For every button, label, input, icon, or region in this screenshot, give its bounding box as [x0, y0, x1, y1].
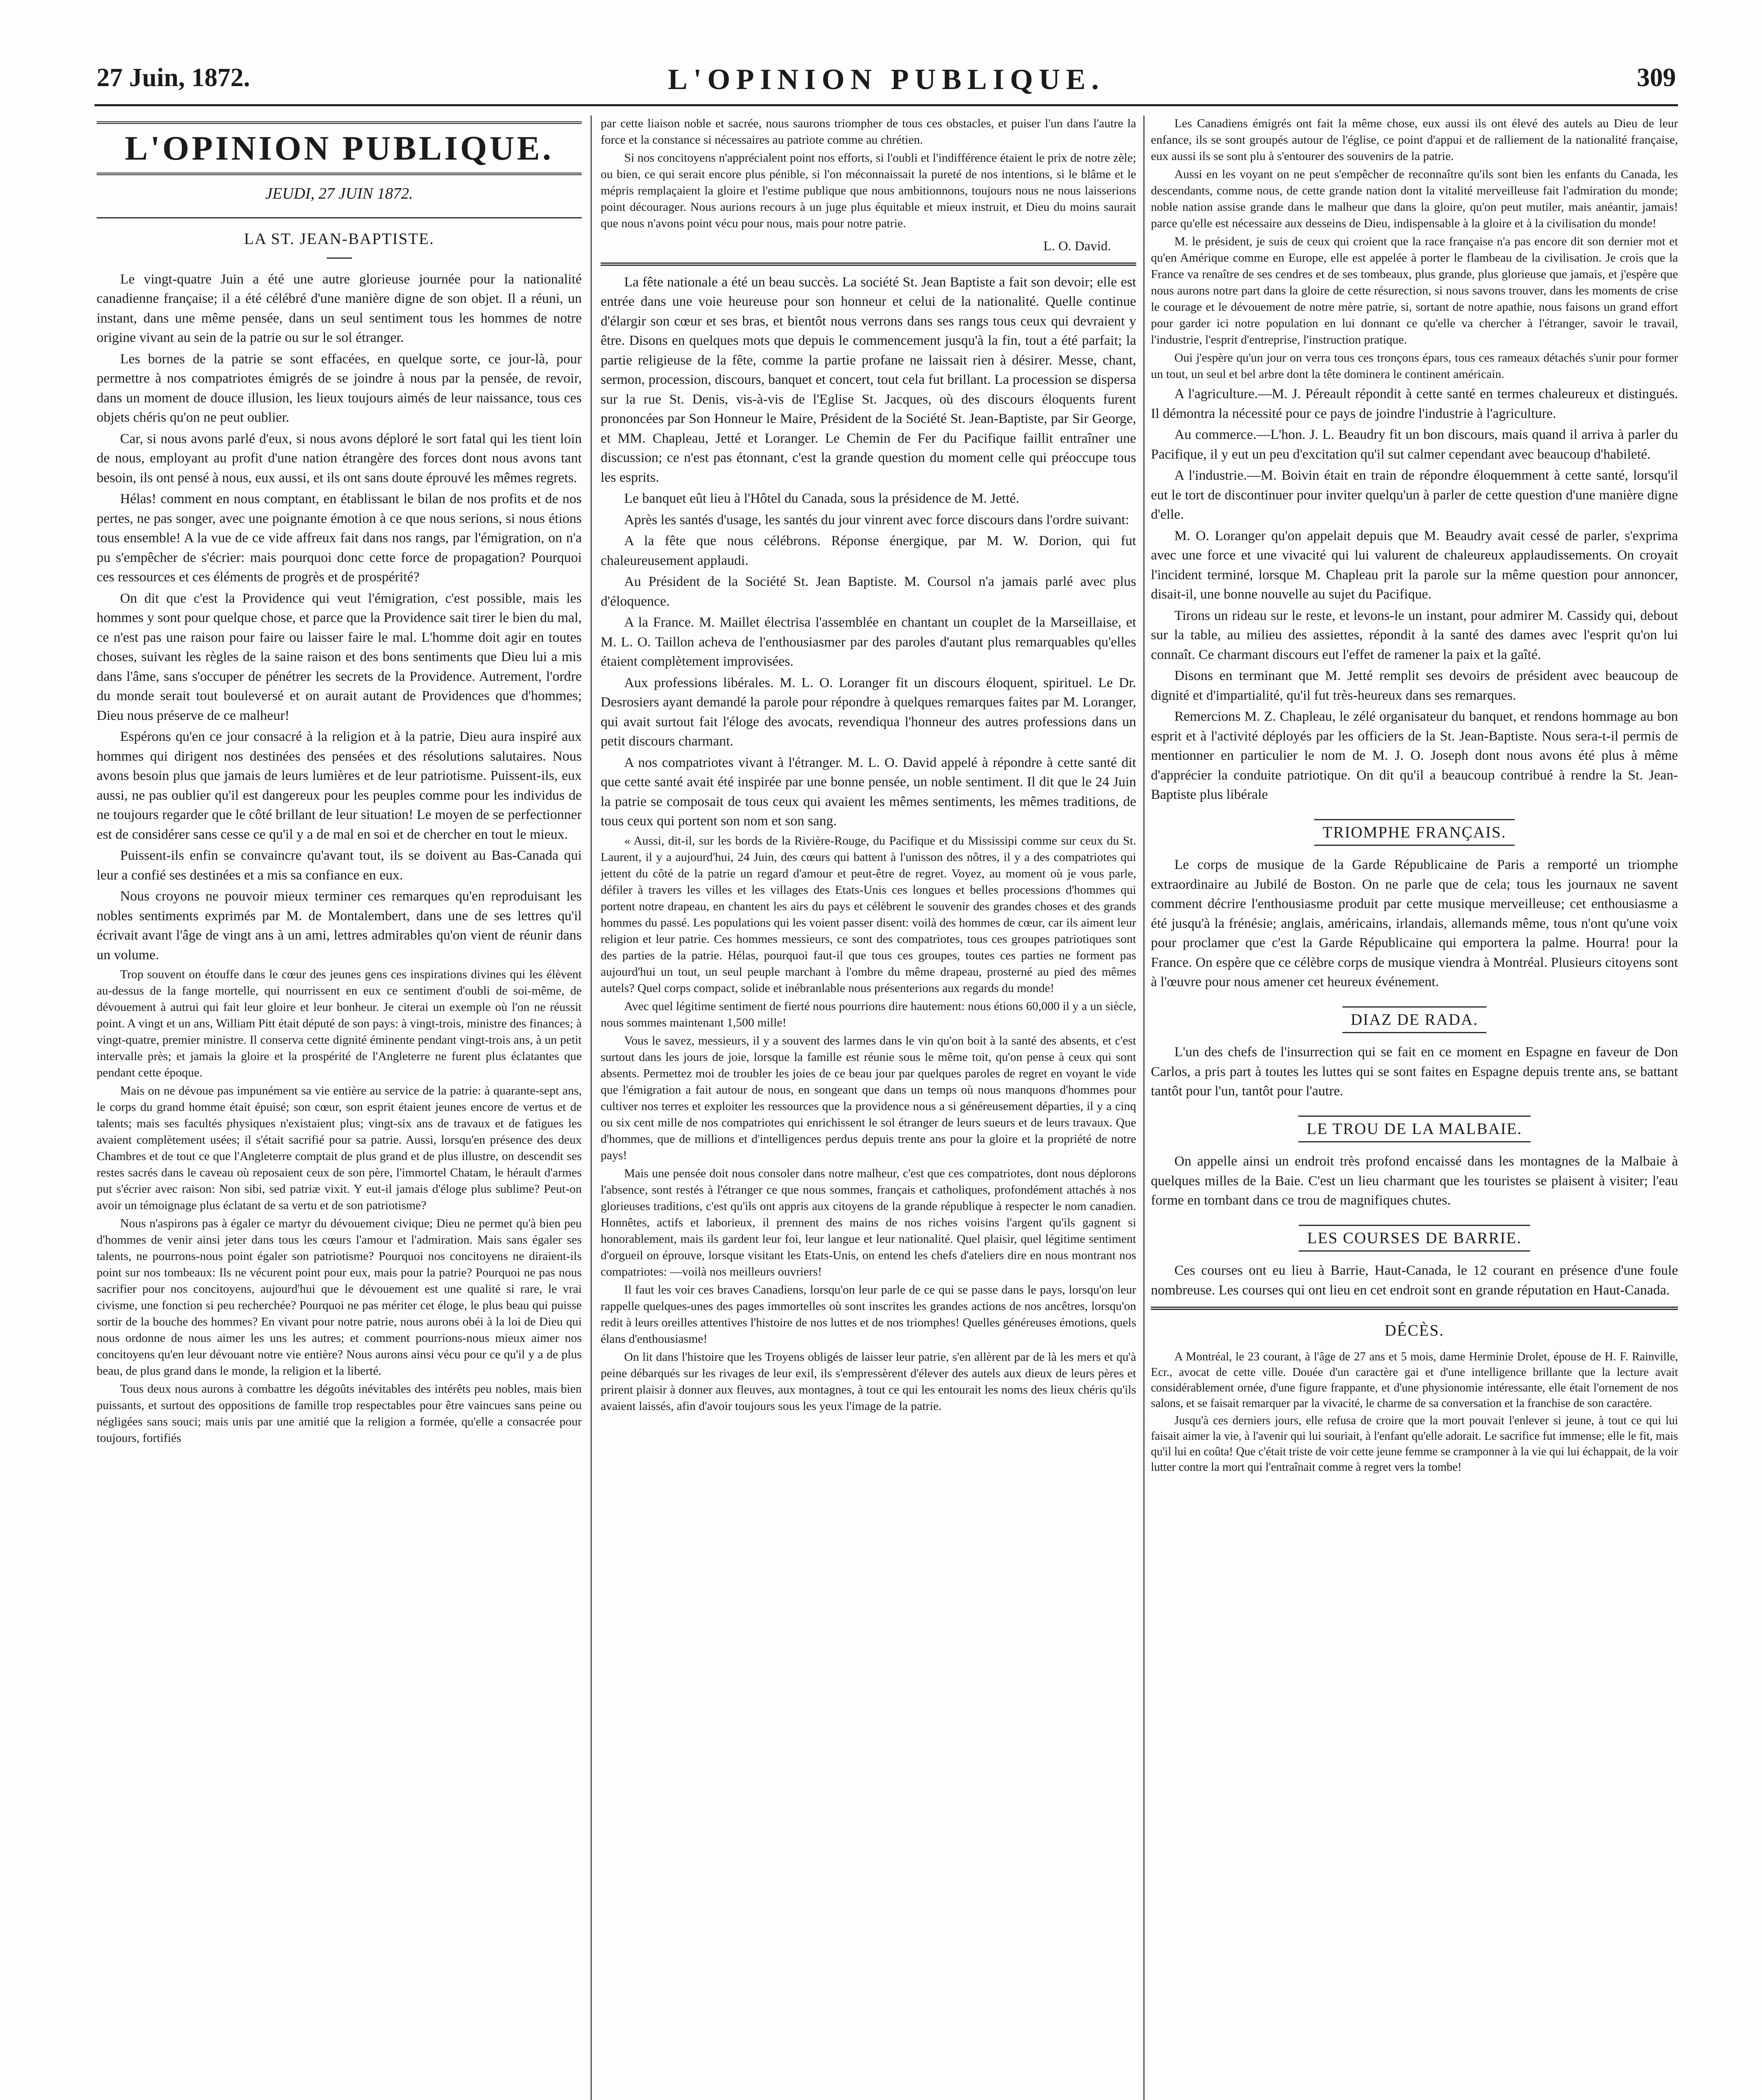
section-heading: DÉCÈS.	[1384, 1322, 1444, 1339]
paragraph: Le vingt-quatre Juin a été une autre glorieuse journée pour la nationalité canadienne française; il a été célébré d'une manière digne de son objet. Il a réuni, un instant, dans une même pensée, dans un seul sentiment tous les hommes de notre origine vivant au sein de la patrie ou sur le sol étranger.	[97, 271, 582, 345]
paragraph: Car, si nous avons parlé d'eux, si nous avons déploré le sort fatal qui les tient loin de nous, employant au profit d'une nation étrangère des forces dont nous avons tant besoin, ils ont pensé à nous, eux aussi, et ils ont sans doute éprouvé les mêmes regrets.	[97, 431, 582, 486]
quoted-paragraph: Il faut les voir ces braves Canadiens, lorsqu'on leur parle de ce qui se passe dans le pays, lorsqu'on leur rappelle quelques-unes des pages immortelles où sont inscrites les grandes actions de nos ancêtres, lorsqu'on redit à leurs oreilles attentives l'histoire de nos luttes et de nos triomphes! Quelles généreuses émotions, quels élans d'enthousiasme!	[601, 1283, 1136, 1346]
quoted-paragraph: M. le président, je suis de ceux qui croient que la race française n'a pas encore dit son dernier mot et qu'en Amérique comme en Europe, elle est appelée à porter le flambeau de la civilisation. Je crois que la France va renaître de ses cendres et de ses tombeaux, plus grande, plus glorieuse que jamais, et j'espère que nous aurons notre part dans la gloire de cette résurection, si nous savons trouver, dans les moments de crise le courage et le dévouement de notre mère patrie, si, sortant de notre apathie, nous faisons un grand effort pour garder ici notre population en lui donnant ce qu'elle va chercher à l'étranger, savoir le travail, l'industrie, l'esprit d'entreprise, l'instruction pratique.	[1151, 235, 1678, 346]
section-heading-wrap	[1151, 1006, 1678, 1034]
quoted-paragraph: Avec quel légitime sentiment de fierté nous pourrions dire hautement: nous étions 60,000 il y a un siècle, nous sommes maintenant 1,500 mille!	[601, 999, 1136, 1029]
signature: L. O. David.	[1043, 238, 1111, 253]
paragraph: A l'agriculture.—M. J. Péreault répondit à cette santé en termes chaleureux et distingués. Il démontra la nécessité pour ce pays de joindre l'industrie à l'agriculture.	[1151, 386, 1678, 421]
quoted-paragraph: Tous deux nous aurons à combattre les dégoûts inévitables des intérêts peu nobles, mais bien puissants, et surtout des oppositions de famille trop respectables pour être vaincues sans peine ou négligées sans souci; mais unis par une amitié que la religion a formée, qu'elle a consacrée pour toujours, fortifiés	[97, 1382, 582, 1445]
paragraph: A la fête que nous célébrons. Réponse énergique, par M. W. Dorion, qui fut chaleureusement applaudi.	[601, 533, 1136, 568]
paragraph: On appelle ainsi un endroit très profond encaissé dans les montagnes de la Malbaie à quelques milles de la Baie. C'est un lieu charmant que les touristes se plaisent à visiter; l'eau forme en tombant dans ce trou de magnifiques chutes.	[1151, 1154, 1678, 1208]
section-heading-wrap	[1151, 1116, 1678, 1143]
paragraph: La fête nationale a été un beau succès. La société St. Jean Baptiste a fait son devoir; elle est entrée dans une voie heureuse pour son honneur et celui de la nationalité. Quelle continue d'élargir son cœur et ses bras, et bientôt nous verrons dans ses rangs tous ceux qui devraient y être. Disons en quelques mots que depuis le commencement jusqu'à la fin, tout a été parfait; la partie religieuse de la fête, comme la partie profane ne laissait rien à désirer. Messe, chant, sermon, procession, discours, banquet et concert, tout cela fut brillant. La procession se dispersa sur la rue St. Denis, vis-à-vis de l'Eglise St. Jacques, où des discours éloquents furent prononcées par Son Honneur le Maire, Président de la Société St. Jean-Baptiste, par Sir George, et MM. Chapleau, Jetté et Loranger. Le Chemin de Fer du Pacifique faillit entraîner une discussion; ce n'est pas étonnant, c'est la grande question du moment celle qui préoccupe tous les esprits.	[601, 274, 1136, 485]
masthead: L'OPINION PUBLIQUE.	[97, 121, 582, 175]
column-3	[1151, 116, 1678, 2100]
paragraph: Le banquet eût lieu à l'Hôtel du Canada, sous la présidence de M. Jetté.	[624, 491, 1019, 506]
quoted-paragraph: Oui j'espère qu'un jour on verra tous ces tronçons épars, tous ces rameaux détachés s'unir pour former un tout, un seul et bel arbre dont la tête dominera le continent américain.	[1151, 351, 1678, 381]
section-heading-wrap	[1151, 819, 1678, 846]
quoted-paragraph: Mais on ne dévoue pas impunément sa vie entière au service de la patrie: à quarante-sept ans, le corps du grand homme était épuisé; son cœur, son esprit étaient jeunes encore de vertus et de talents; mais ses facultés physiques n'existaient plus; vingt-six ans de travaux et de fatigues les avaient complètement usées; il s'était sacrifié pour sa patrie. Aussi, lorsqu'en présence des deux Chambres et de tout ce que l'Angleterre comptait de plus grand et de plus illustre, on descendit ses restes sacrés dans le caveau où reposaient ceux de son père, l'immortel Chatam, le hérault d'armes put s'écrier avec raison: Non sibi, sed patriæ vixit. Y eut-il jamais d'éloge plus sublime? Peut-on avoir un témoignage plus éclatant de sa vertu et de son patriotisme?	[97, 1084, 582, 1212]
paragraph: Remercions M. Z. Chapleau, le zélé organisateur du banquet, et rendons hommage au bon esprit et à l'activité déployés par les officiers de la St. Jean-Baptiste. Nous sera-t-il permis de mentionner en particulier le nom de M. J. O. Joseph dont nous avons été plus à même d'apprécier la conduite patriotique. On dit qu'il a beaucoup contribué à rendre la St. Jean-Baptiste plus libérale	[1151, 709, 1678, 802]
header-title: L'OPINION PUBLIQUE.	[668, 63, 1105, 96]
paragraph: A nos compatriotes vivant à l'étranger. M. L. O. David appelé à répondre à cette santé dit que cette santé avait été inspirée par une bonne pensée, un noble sentiment. Il dit que le 24 Juin la patrie se composait de tous ceux qui avaient les mêmes sentiments, les mêmes traditions, de tous ceux qui portent son nom et son sang.	[601, 755, 1136, 829]
paragraph: Espérons qu'en ce jour consacré à la religion et à la patrie, Dieu aura inspiré aux hommes qui dirigent nos destinées des pensées et des résolutions salutaires. Nous avons besoin plus que jamais de leurs lumières et de leur patriotisme. Puissent-ils, eux aussi, ne pas oublier qu'il est dangereux pour les peuples comme pour les individus de ne toujours regarder que le côté brillant de leur situation! Le moyen de se perfectionner est de considérer sans cesse ce qu'il y a de mal en soi et de chercher en tout le mieux.	[97, 729, 582, 842]
quoted-paragraph: Mais une pensée doit nous consoler dans notre malheur, c'est que ces compatriotes, dont nous déplorons l'absence, sont restés à l'étranger ce que nous sommes, français et catholiques, profondément attachés à nos glorieuses traditions, c'est qu'ils ont appris aux citoyens de la grande république à respecter le nom canadien. Honnêtes, actifs et laborieux, il prennent des mains de nos riches voisins l'argent qu'ils gagnent si honorablement, mais ils gardent leur foi, leur langue et leur nationalité. Quel plaisir, quel légitime sentiment d'orgueil on éprouve, lorsque visitant les Etats-Unis, on entend les chefs d'ateliers dire en nous montrant nos compatriotes: —voilà nos meilleurs ouvriers!	[601, 1166, 1136, 1278]
section-heading: DIAZ DE RADA.	[1342, 1006, 1487, 1034]
quoted-paragraph: Trop souvent on étouffe dans le cœur des jeunes gens ces inspirations divines qui les élèvent au-dessus de la fange mortelle, qui nourrissent en eux ce sentiment d'oubli de soi-même, de dévouement à autrui qui fait leur gloire et leur bonheur. Je citerai un exemple où l'on ne réussit point. A vingt et un ans, William Pitt était député de son pays: à vingt-trois, ministre des finances; à vingt-quatre, premier ministre. Il conserva cette dignité éminente pendant vingt-trois ans, à un petit intervalle près; et jamais la gloire et la prospérité de l'Angleterre ne furent plus éclatantes que pendant cette époque.	[97, 968, 582, 1079]
section-heading: LES COURSES DE BARRIE.	[1299, 1225, 1530, 1252]
column-divider	[1143, 116, 1145, 2100]
divider	[97, 217, 582, 218]
paragraph: On dit que c'est la Providence qui veut l'émigration, c'est possible, mais les hommes y sont pour quelque chose, et parce que la Providence sait tirer le bien du mal, ce n'est pas une raison pour faire ou laisser faire le mal. L'homme doit agir en toutes choses, suivant les règles de la saine raison et des bons sentiments que Dieu lui a mis dans l'âme, sans s'occuper de pénétrer les secrets de la Providence. Autrement, l'ordre du monde serait tout bouleversé et on aurait autant de Providences que d'hommes; Dieu nous préserve de ce malheur!	[97, 591, 582, 723]
quoted-paragraph: Les Canadiens émigrés ont fait la même chose, eux aussi ils ont élevé des autels au Dieu de leur enfance, ils se sont groupés autour de l'église, ce point d'appui et de ralliement de la nationalité française, eux aussi ils se sont plu à s'entourer des souvenirs de la patrie.	[1151, 117, 1678, 163]
section-heading: LE TROU DE LA MALBAIE.	[1298, 1116, 1531, 1143]
quoted-paragraph: On lit dans l'histoire que les Troyens obligés de laisser leur patrie, s'en allèrent par de là les mers et qu'à peine débarqués sur les rivages de leur exil, ils s'empressèrent d'élever des autels aux dieux de leurs pères et prirent plaisir à donner aux fleuves, aux montagnes, à tout ce qui les entourait les noms des lieux chéris qu'ils avaient laissés, afin d'avoir toujours sous les yeux l'image de la patrie.	[601, 1350, 1136, 1413]
paragraph: M. O. Loranger qu'on appelait depuis que M. Beaudry avait cessé de parler, s'exprima avec une force et une vivacité qui lui valurent de chaleureux applaudissements. On croyait l'incident terminé, lorsque M. Chapleau prit la parole sur la même question pour annoncer, disait-il, une bonne nouvelle au sujet du Pacifique.	[1151, 528, 1678, 602]
quoted-paragraph: Nous n'aspirons pas à égaler ce martyr du dévouement civique; Dieu ne permet qu'à bien peu d'hommes de venir ainsi jeter dans tous les cœurs l'amour et l'admiration. Mais sans égaler ses talents, ne pourrons-nous point égaler son patriotisme? Pourquoi nos concitoyens ne diraient-ils point sur nos tombeaux: Ils ne vécurent point pour eux, mais pour la patrie? Pourquoi ne pas nous sacrifier pour nos concitoyens, aujourd'hui que le dévouement est une qualité si rare, le vrai civisme, une fonction si peu recherchée? Pourquoi ne pas mériter cet éloge, le plus beau qui puisse sortir de la bouche des hommes? En vivant pour notre patrie, nous aurons obéi à la loi de Dieu qui nous ordonne de nous aimer les uns les autres; et comment pourrions-nous mieux aimer nos concitoyens qu'en leur dévouant notre vie entière? Nous aurons ainsi vécu pour ce qu'il y a de plus beau, de plus grand dans le monde, la religion et la liberté.	[97, 1217, 582, 1378]
article-heading: LA ST. JEAN-BAPTISTE.	[244, 230, 434, 248]
paragraph: Au Président de la Société St. Jean Baptiste. M. Coursol n'a jamais parlé avec plus d'éloquence.	[601, 574, 1136, 609]
paragraph: Tirons un rideau sur le reste, et levons-le un instant, pour admirer M. Cassidy qui, debout sur la table, au milieu des assiettes, répondit à la santé des dames avec l'esprit qu'on lui connaît. Ce charmant discours eut l'effet de ramener la paix et la gaîté.	[1151, 608, 1678, 662]
quoted-paragraph: Aussi en les voyant on ne peut s'empêcher de reconnaître qu'ils sont bien les enfants du Canada, les descendants, comme nous, de cette grande nation dont la vitalité merveilleuse fait l'admiration du monde; noble nation assise grande dans le malheur que dans la gloire, qu'on peut mutiler, mais anéantir, jamais! parce qu'elle est nécessaire aux desseins de Dieu, indispensable à la gloire et à la civilisation du monde!	[1151, 168, 1678, 230]
paragraph: Puissent-ils enfin se convaincre qu'avant tout, ils se doivent au Bas-Canada qui leur a confié ses destinées et a mis sa confiance en eux.	[97, 848, 582, 883]
paragraph: Après les santés d'usage, les santés du jour vinrent avec force discours dans l'ordre suivant:	[624, 512, 1129, 528]
column-2	[601, 116, 1136, 2100]
paragraph: Nous croyons ne pouvoir mieux terminer ces remarques qu'en reproduisant les nobles sentiments exprimés par M. de Montalembert, dans une de ses lettres qu'il écrivait avant l'âge de vingt ans à un ami, lettres admirables qu'on vient de réunir dans un volume.	[97, 889, 582, 963]
paragraph: A la France. M. Maillet électrisa l'assemblée en chantant un couplet de la Marseillaise, et M. L. O. Taillon acheva de l'enthousiasmer par des paroles d'autant plus remarquables qu'elles étaient complètement improvisées.	[601, 615, 1136, 669]
header-date: 27 Juin, 1872.	[97, 63, 250, 92]
short-rule	[327, 257, 352, 259]
double-rule	[1151, 1307, 1678, 1310]
paragraph: Ces courses ont eu lieu à Barrie, Haut-Canada, le 12 courant en présence d'une foule nombreuse. Les courses qui ont lieu en cet endroit sont en grande réputation en Haut-Canada.	[1151, 1263, 1678, 1298]
paragraph: Le corps de musique de la Garde Républicaine de Paris a remporté un triomphe extraordinaire au Jubilé de Boston. On ne parle que de cela; tous les journaux ne savent comment décrire l'enthousiasme produit par cette musique merveilleuse; cet enthousiasme a été jusqu'à la frénésie; anglais, américains, irlandais, allemands même, tous n'ont qu'une voix pour proclamer que c'est la Garde Républicaine qui emportera la palme. Hourra! pour la France. On espère que ce célèbre corps de musique viendra à Montréal. Plusieurs citoyens sont à l'œuvre pour nous amener cet heureux événement.	[1151, 857, 1678, 990]
paragraph: Au commerce.—L'hon. J. L. Beaudry fit un bon discours, mais quand il arriva à parler du Pacifique, il y eut un peu d'excitation qu'il sut calmer cependant avec beaucoup d'habileté.	[1151, 427, 1678, 462]
section-heading: TRIOMPHE FRANÇAIS.	[1314, 819, 1515, 846]
paragraph: Hélas! comment en nous comptant, en établissant le bilan de nos profits et de nos pertes, ne pas songer, avec une poignante émotion à ce que nous serions, si nous étions tous ensemble! A la vue de ce vide affreux fait dans nos rangs, par l'émigration, on n'a pu s'empêcher de s'écrier: mais pourquoi donc cette force de propagation? Pourquoi ces ressources et ces éléments de progrès et de prospérité?	[97, 491, 582, 585]
column-1	[97, 116, 582, 2100]
quoted-paragraph: Vous le savez, messieurs, il y a souvent des larmes dans le vin qu'on boit à la santé des absents, et c'est surtout dans les jours de joie, lorsque la famille est réunie sous le même toit, qu'on pense à ceux qui sont absents. Permettez moi de troubler les joies de ce beau jour par quelques paroles de regret en voyant le vide que l'émigration a fait autour de nous, en songeant que dans un temps où nous manquons d'hommes pour cultiver nos terres et exploiter les ressources que la providence nous a si généreusement départies, il y a cinq ou six cent mille de nos compatriotes qui enrichissent le sol étranger de leurs sueurs et de leurs travaux. Que d'hommes, que de millions et d'intelligences perdus depuis trente ans pour la gloire et la propriété de notre pays!	[601, 1034, 1136, 1162]
obituary-paragraph: Jusqu'à ces derniers jours, elle refusa de croire que la mort pouvait l'enlever si jeune, à tout ce qui lui faisait aimer la vie, à l'avenir qui lui souriait, à l'enfant qu'elle adorait. Le sacrifice fut immense; elle le fit, mais qu'il lui en coûta! Que c'était triste de voir cette jeune femme se cramponner à la vie qui lui échappait, de la voir lutter contre la mort qui l'entraînait comme à regret vers la tombe!	[1151, 1414, 1678, 1474]
obituary-paragraph: A Montréal, le 23 courant, à l'âge de 27 ans et 5 mois, dame Herminie Drolet, épouse de H. F. Rainville, Ecr., avocat de cette ville. Douée d'un caractère gai et d'une intelligence brillante que la lecture avait considérablement ornée, d'une figure frappante, et d'une physionomie intéressante, elle était l'ornement de nos salons, et se faisait remarquer par la vivacité, le charme de sa conversation et la franchise de son caractère.	[1151, 1350, 1678, 1410]
double-rule	[601, 262, 1136, 266]
dateline: JEUDI, 27 JUIN 1872.	[265, 185, 413, 202]
quoted-paragraph: « Aussi, dit-il, sur les bords de la Rivière-Rouge, du Pacifique et du Mississipi comme sur ceux du St. Laurent, il y a aujourd'hui, 24 Juin, des cœurs qui battent à l'unisson des nôtres, il y a des compatriotes qui jettent du côté de la patrie un regard d'amour et peut-être de regret. Voyez, au moment où je vous parle, défiler à travers les villes et les villages des Etats-Unis ces longues et belles processions d'hommes qui portent notre drapeau, en chantent les airs du pays et célèbrent le souvenir des grandes choses et des grands hommes du passé. Les populations qui les voient passer disent: voilà des hommes de cœur, car ils aiment leur religion et leur patrie. Ces hommes messieurs, ce sont des compatriotes, tous ces groupes patriotiques sont des parties de la patrie. Hélas, pourquoi faut-il que tous ces groupes, toutes ces parties ne forment pas aujourd'hui un tout, un seul peuple marchant à l'ombre du même drapeau, prosterné au pied des mêmes autels? Quel corps compact, solide et inébranlable nous présenterions aux regards du monde!	[601, 834, 1136, 995]
header-rule	[95, 104, 1678, 106]
paragraph: L'un des chefs de l'insurrection qui se fait en ce moment en Espagne en faveur de Don Carlos, a pris part à toutes les luttes qui se sont faites en Espagne depuis trente ans, se battant tantôt pour l'un, tantôt pour l'autre.	[1151, 1045, 1678, 1099]
paragraph: Disons en terminant que M. Jetté remplit ses devoirs de président avec beaucoup de dignité et d'impartialité, qu'il fut très-heureux dans ses remarques.	[1151, 668, 1678, 703]
section-heading-wrap	[1151, 1225, 1678, 1252]
quoted-paragraph: Si nos concitoyens n'apprécialent point nos efforts, si l'oubli et l'indifférence étaient le prix de notre zèle; ou bien, ce qui serait encore plus pénible, si l'on méconnaissait la pureté de nos intentions, si le blâme et le mépris remplaçaient la gloire et l'estime publique que nous ambitionnons, toujours nous ne nous laisserions point décourager. Nous aurions recours à un juge plus équitable et mieux instruit, et Dieu du moins saurait que nous n'avons point vécu pour nous, mais pour notre patrie.	[601, 151, 1136, 230]
paragraph: A l'industrie.—M. Boivin était en train de répondre éloquemment à cette santé, lorsqu'il eut le tort de discontinuer pour inviter quelqu'un à parler de cette question d'une manière digne d'elle.	[1151, 468, 1678, 522]
paragraph: Les bornes de la patrie se sont effacées, en quelque sorte, ce jour-là, pour permettre à nos compatriotes émigrés de se joindre à nous par la pensée, de revoir, dans un moment de douce illusion, les lieux toujours aimés de leur naissance, tous ces objets chéris qu'on ne peut oublier.	[97, 351, 582, 425]
column-divider	[591, 116, 592, 2100]
paragraph: Aux professions libérales. M. L. O. Loranger fit un discours éloquent, spirituel. Le Dr. Desrosiers ayant demandé la parole pour répondre à quelques remarques faites par M. Loranger, qui avait surtout fait l'éloge des avocats, revendiqua l'honneur des autres professions dans un petit discours charmant.	[601, 675, 1136, 749]
quoted-paragraph: par cette liaison noble et sacrée, nous saurons triompher de tous ces obstacles, et puiser l'un dans l'autre la force et la constance si nécessaires au patriote comme au chrétien.	[601, 117, 1136, 147]
page-number: 309	[1637, 63, 1676, 92]
